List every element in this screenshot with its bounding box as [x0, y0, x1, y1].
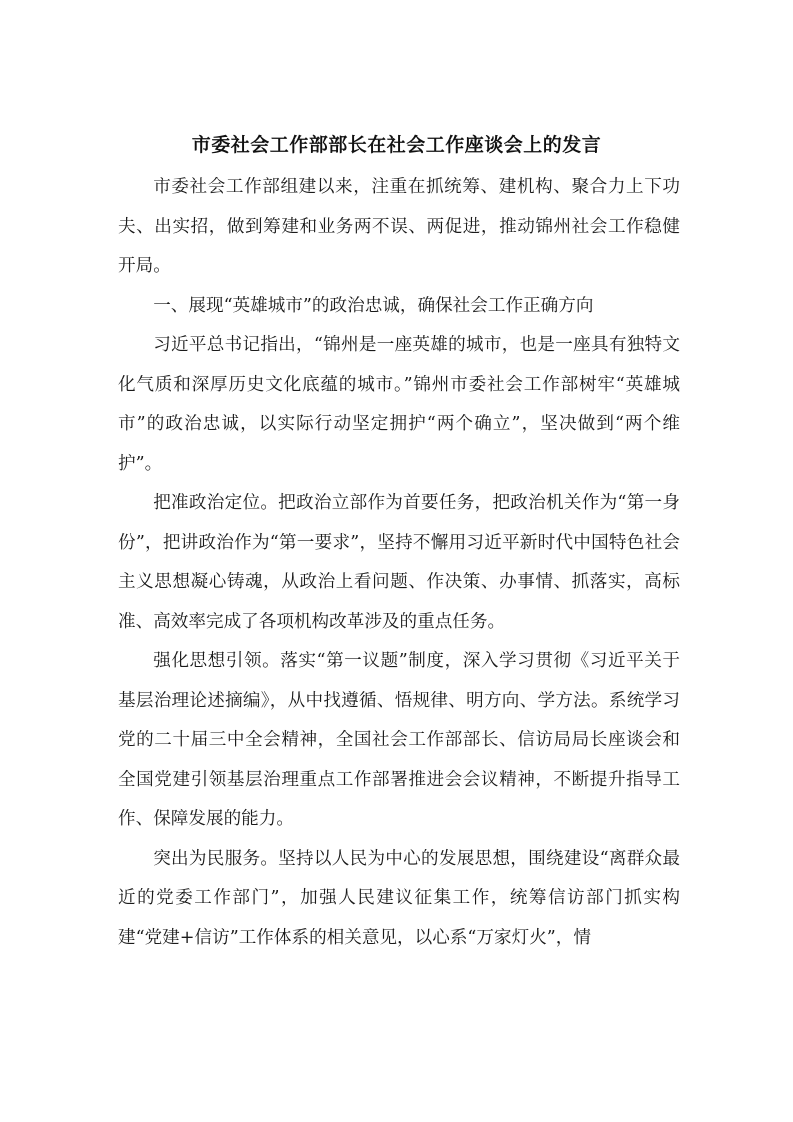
- paragraph-intro: 市委社会工作部组建以来，注重在抓统筹、建机构、聚合力上下功夫、出实招，做到筹建和业务两不误、两促进，推动锦州社会工作稳健开局。: [118, 177, 680, 276]
- paragraph-political-positioning: 把准政治定位。把政治立部作为首要任务，把政治机关作为“第一身份”，把讲政治作为“第一要求”，坚持不懈用习近平新时代中国特色社会主义思想凝心铸魂，从政治上看问题、作决策、办事情、抓落实，高标准、高效率完成了各项机构改革涉及的重点任务。: [118, 493, 680, 632]
- paragraph-quote: 习近平总书记指出，“锦州是一座英雄的城市，也是一座具有独特文化气质和深厚历史文化底蕴的城市。”锦州市委社会工作部树牢“英雄城市”的政治忠诚，以实际行动坚定拥护“两个确立”，坚决做到“两个维护”。: [118, 335, 680, 474]
- paragraph-serve-people: 突出为民服务。坚持以人民为中心的发展思想，围绕建设“离群众最近的党委工作部门”，加强人民建议征集工作，统筹信访部门抓实构建“党建+信访”工作体系的相关意见，以心系“万家灯火”，情: [118, 848, 680, 948]
- section-heading-1: 一、展现“英雄城市”的政治忠诚，确保社会工作正确方向: [153, 295, 594, 316]
- paragraph-ideological-guidance: 强化思想引领。落实“第一议题”制度，深入学习贯彻《习近平关于基层治理论述摘编》，从中找遵循、悟规律、明方向、学方法。系统学习党的二十届三中全会精神，全国社会工作部部长、信访局局长座谈会和全国党建引领基层治理重点工作部署推进会会议精神，不断提升指导工作、保障发展的能力。: [118, 651, 680, 829]
- document-title: 市委社会工作部部长在社会工作座谈会上的发言: [191, 134, 602, 156]
- document-body: [118, 168, 680, 958]
